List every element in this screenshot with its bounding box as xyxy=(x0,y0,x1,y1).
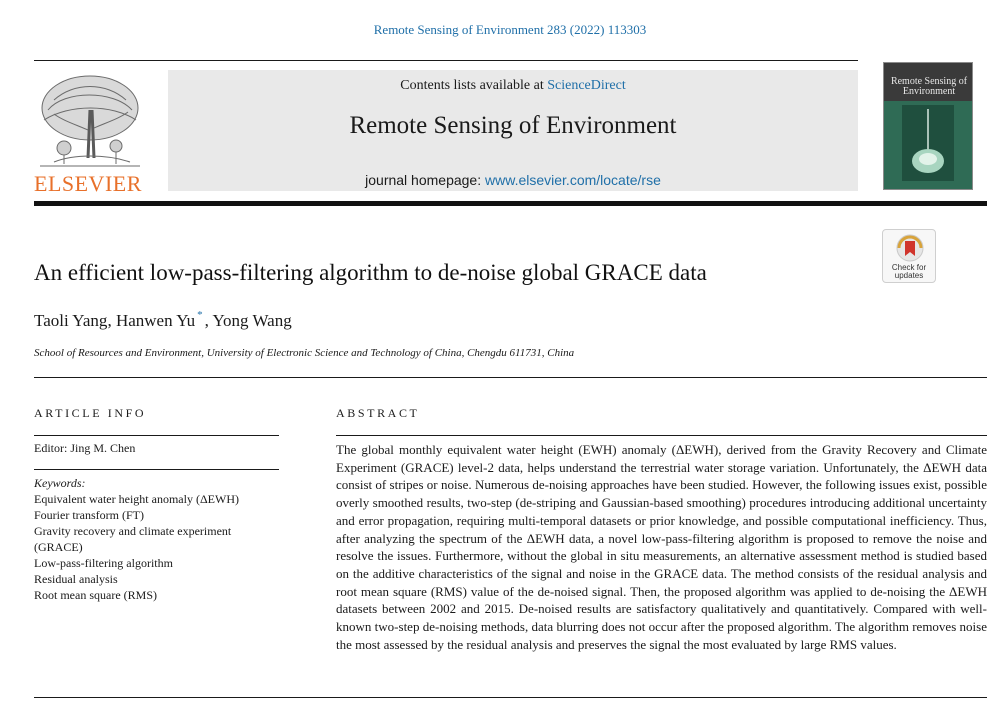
abstract-text: The global monthly equivalent water height (EWH) anomaly (ΔEWH), derived from the Gravity Recovery and Climate Experiment (GRACE) level-2 data, helps understand the terrestrial water storage variation. Unfortunately, the ΔEWH data consist of stripes or noise. Numerous de-noising approaches have been studied. However, the following issues exist, possible overly smoothed results, two-step (de-striping and Gaussian-based smoothing) procedures introducing additional uncertainty and error propagation, requiring multi-temporal datasets or prior knowledge, and possible computational inefficiency. Thus, after analyzing the spectrum of the ΔEWH data, a novel low-pass-filtering algorithm is proposed to remove the noise and resolve the issues. Furthermore, without the global in situ measurements, an alternative assessment method is studied based on the additive characteristics of the signal and noise in the GRACE data. The method consists of the residual analysis and root mean square (RMS) value of the de-noised signal. Then, the proposed algorithm was applied to de-noising the ΔEWH datasets between 2002 and 2015. De-noised results are satisfactory qualitatively and quantitatively. Compared with well-known two-step de-noising methods, data blurring does not occur after the proposed algorithm. The algorithm removes noise the most assessed by the residual analysis and preserves the signal the most evaluated by large RMS values. xyxy=(336,442,987,652)
bookmark-icon xyxy=(896,234,924,262)
section-divider xyxy=(34,377,987,378)
journal-masthead xyxy=(168,70,858,191)
abstract-heading: ABSTRACT xyxy=(336,406,420,420)
journal-title: Remote Sensing of Environment xyxy=(349,112,677,139)
journal-citation[interactable]: Remote Sensing of Environment 283 (2022) 113303 xyxy=(373,22,647,37)
keyword: Low-pass-filtering algorithm xyxy=(34,556,173,570)
journal-homepage-link[interactable]: www.elsevier.com/locate/rse xyxy=(485,172,661,188)
abstract-bottom-rule xyxy=(34,697,987,698)
homepage-line xyxy=(168,172,858,188)
article-info-rule xyxy=(34,435,279,436)
cover-image xyxy=(884,101,972,189)
homepage-prefix: journal homepage: xyxy=(365,172,486,188)
contents-prefix: Contents lists available at xyxy=(400,78,548,93)
check-for-updates-badge[interactable] xyxy=(882,229,936,283)
keyword: Gravity recovery and climate experiment (GRACE) xyxy=(34,524,232,554)
author-list: Taoli Yang, Hanwen Yu * , Yong Wang xyxy=(34,309,292,330)
affiliation: School of Resources and Environment, University of Electronic Science and Technology of China, Chengdu 611731, China xyxy=(34,347,575,359)
keywords-label: Keywords: xyxy=(34,476,86,490)
author-name[interactable]: Taoli Yang xyxy=(34,311,108,330)
masthead-bottom-rule xyxy=(34,201,987,206)
keyword: Root mean square (RMS) xyxy=(34,588,157,602)
abstract-rule xyxy=(336,435,987,436)
corresponding-author-mark[interactable]: * xyxy=(197,309,203,321)
keyword: Fourier transform (FT) xyxy=(34,508,144,522)
badge-text: Check for updates xyxy=(891,263,927,280)
article-info-heading: ARTICLE INFO xyxy=(34,406,147,420)
author-name[interactable]: Hanwen Yu xyxy=(115,311,196,330)
author-name[interactable]: Yong Wang xyxy=(212,311,292,330)
editor-line: Editor: Jing M. Chen xyxy=(34,441,136,455)
keyword: Equivalent water height anomaly (ΔEWH) xyxy=(34,492,239,506)
header-rule xyxy=(34,60,858,61)
article-title: An efficient low-pass-filtering algorithm to de-noise global GRACE data xyxy=(34,260,707,285)
keyword: Residual analysis xyxy=(34,572,118,586)
cover-title: Remote Sensing of Environment xyxy=(890,76,968,97)
publisher-wordmark: ELSEVIER xyxy=(34,171,142,196)
journal-cover-thumbnail[interactable] xyxy=(883,62,973,190)
contents-line xyxy=(168,78,858,94)
article-info-rule xyxy=(34,469,279,470)
sciencedirect-link[interactable]: ScienceDirect xyxy=(547,78,626,93)
keywords-block xyxy=(34,475,279,603)
